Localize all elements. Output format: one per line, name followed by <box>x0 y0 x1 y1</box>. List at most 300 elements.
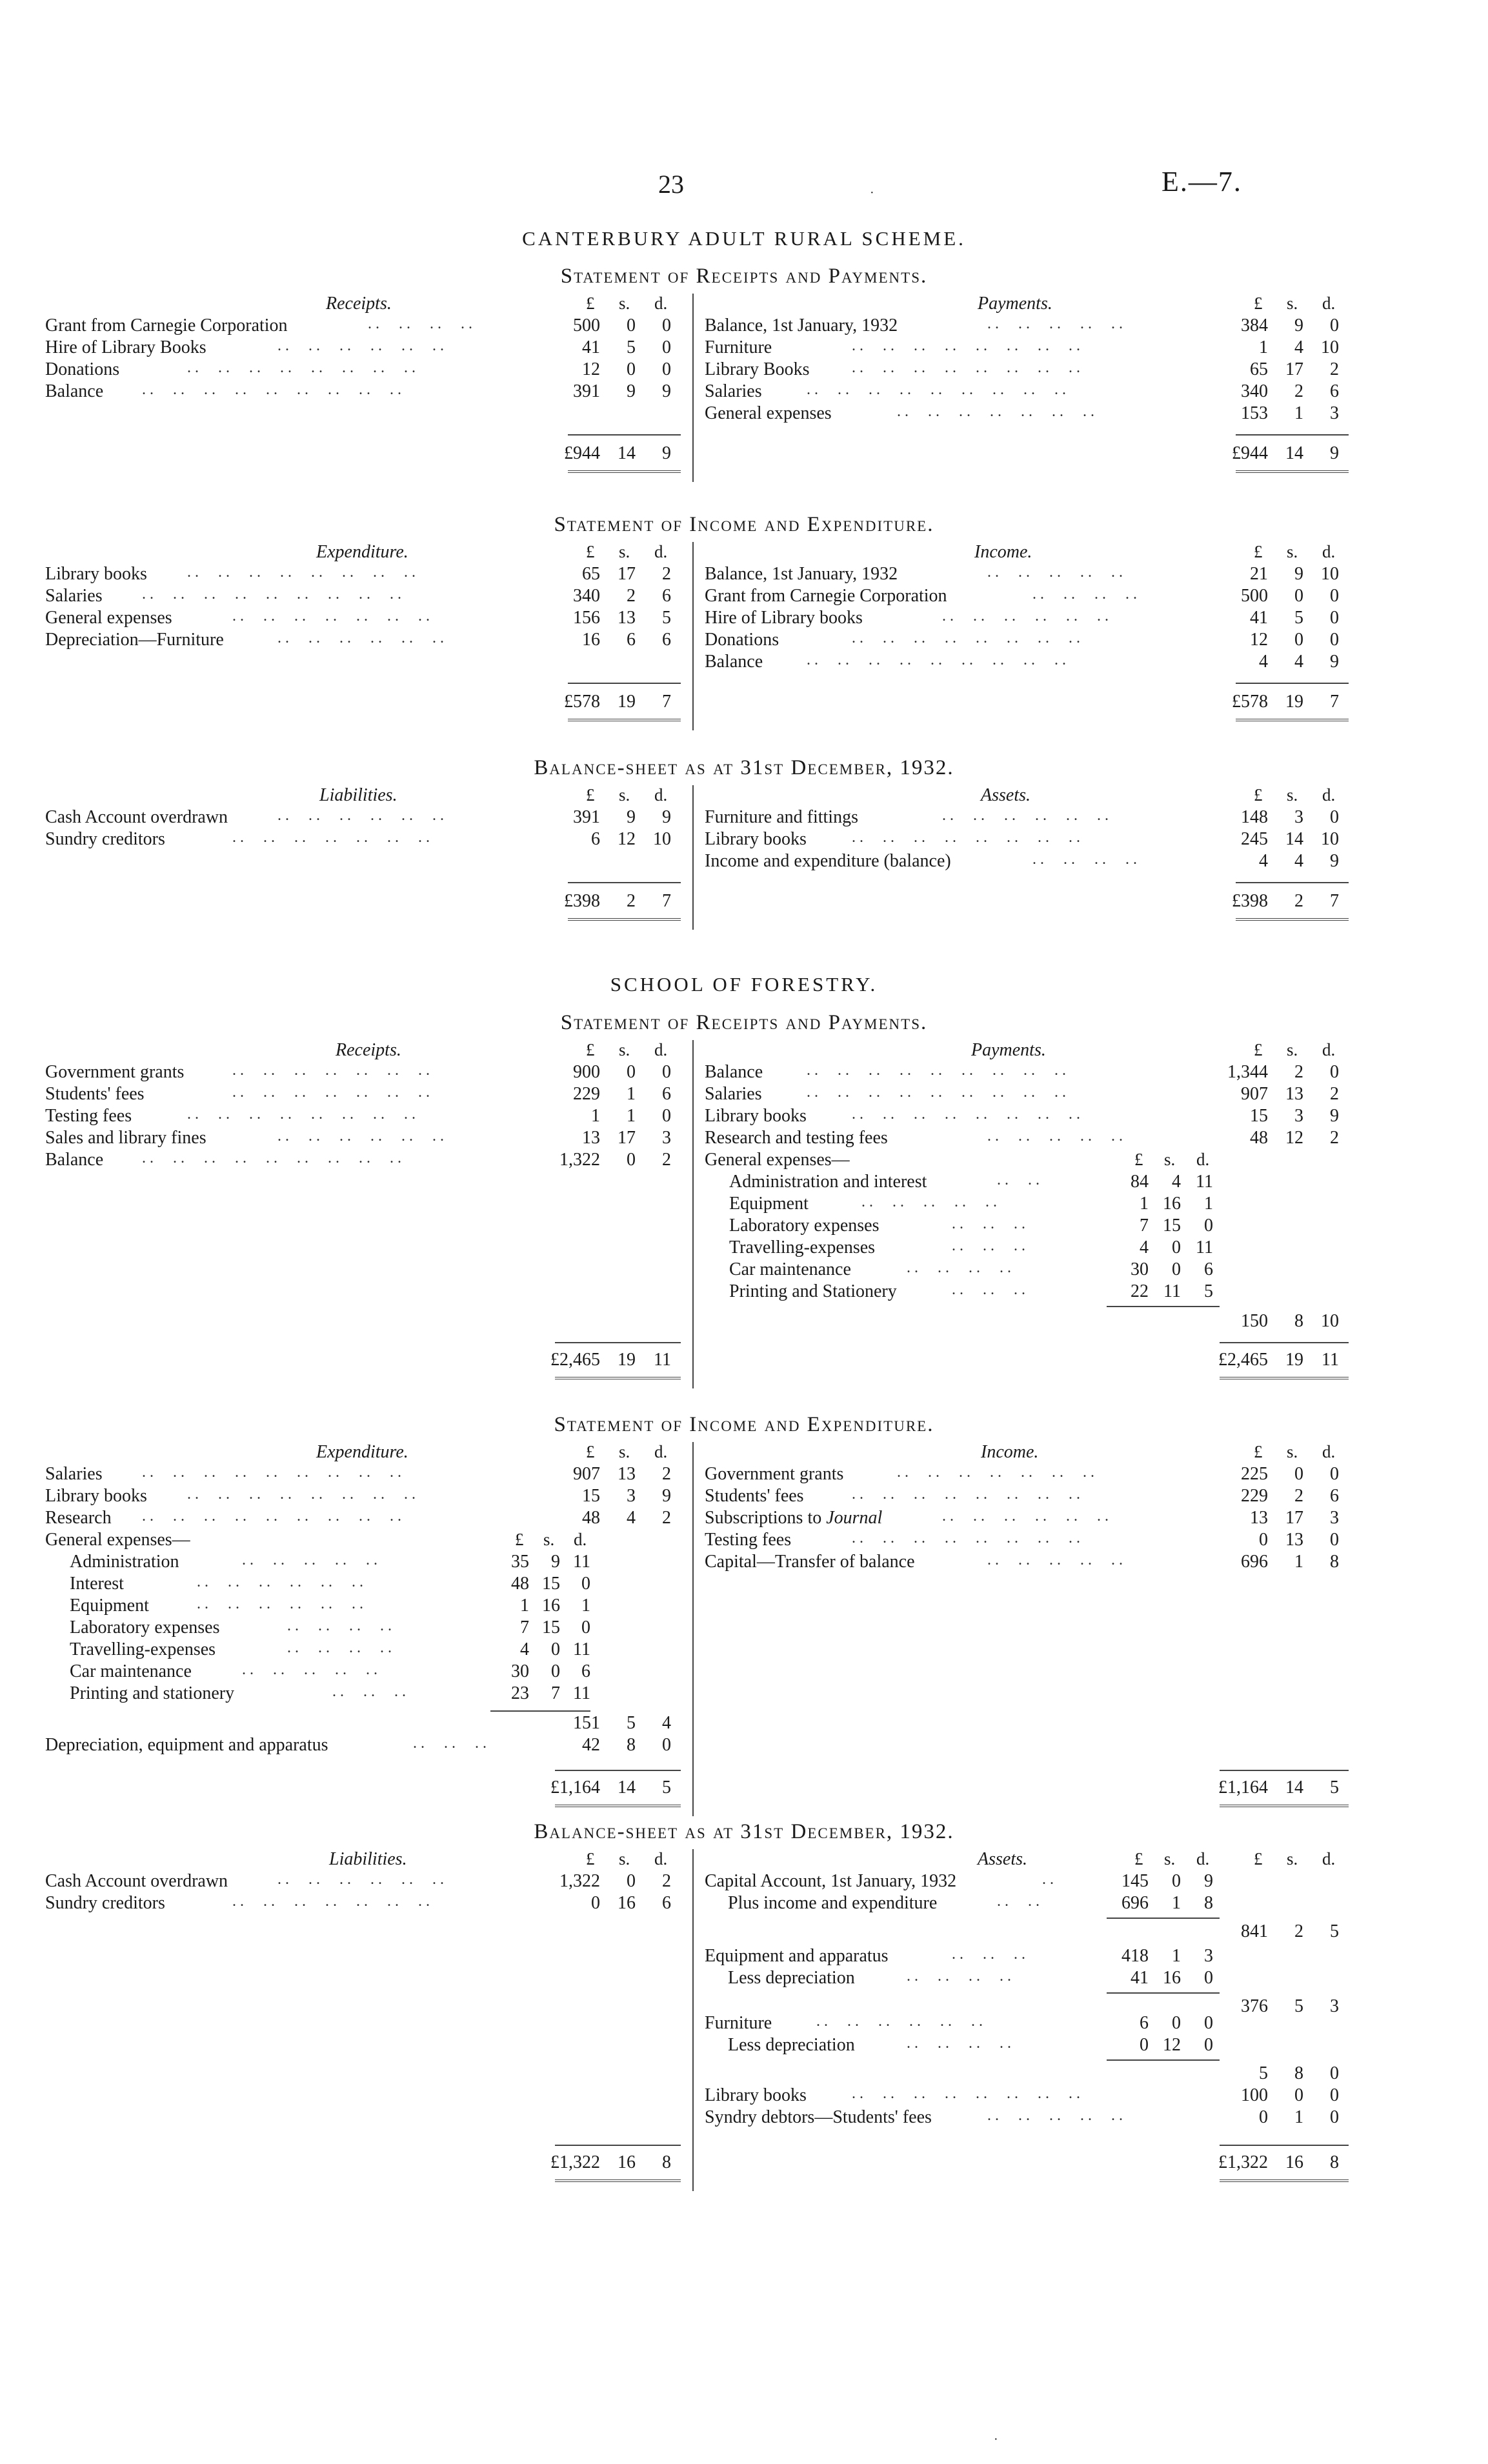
f-rp-left-row-4-pounds: 1,322 <box>559 1150 600 1170</box>
f-rp-left-row-4-pence: 2 <box>662 1150 671 1170</box>
f-ie-left-row-0-pounds: 907 <box>573 1464 600 1484</box>
f-bs-capital-shillings: 0 <box>1172 1871 1181 1891</box>
c-ie-left-row-2-label: General expenses <box>45 608 172 628</box>
f-rp-left-row-1-leader: . . . . . . . . . . . . . . <box>232 1084 430 1101</box>
c-rp-right-currency-pence-sign: d. <box>1322 294 1336 313</box>
f-bs-equipment-pence: 3 <box>1204 1946 1213 1966</box>
c-ie-right-row-1-label: Grant from Carnegie Corporation <box>705 586 947 606</box>
f-ie-right-row-1-shillings: 2 <box>1294 1486 1303 1506</box>
f-bs-debtors-pence: 0 <box>1330 2107 1339 2127</box>
f-rp-sub-row-4-pence: 6 <box>1204 1259 1213 1279</box>
f-ie-right-currency-shilling-sign: s. <box>1287 1442 1298 1461</box>
f-bs-furniture-less-pence: 0 <box>1204 2035 1213 2055</box>
f-rp-left-row-3-leader: . . . . . . . . . . . . <box>277 1128 444 1145</box>
f-rp-sub-total-pence: 10 <box>1321 1311 1339 1331</box>
f-ie-depreciation-shillings: 8 <box>627 1735 636 1755</box>
f-rp-sub-row-5-shillings: 11 <box>1163 1281 1181 1301</box>
c-ie-left-row-3-shillings: 6 <box>627 630 636 650</box>
c-bs-right-header: Assets. <box>981 785 1031 805</box>
f-ie-sub-total-shillings: 5 <box>627 1713 636 1733</box>
c-bs-right-row-2-leader: . . . . . . . . <box>1032 851 1137 868</box>
c-ie-right-currency-shilling-sign: s. <box>1287 542 1298 561</box>
f-bs-capital-pence: 9 <box>1204 1871 1213 1891</box>
f-rp-left-currency-pound-sign: £ <box>586 1040 595 1059</box>
f-ie-left-total-pence: 5 <box>662 1778 671 1798</box>
f-ie-right-row-2-leader: . . . . . . . . . . . . <box>942 1508 1109 1525</box>
f-ie-left-row-2-shillings: 4 <box>627 1508 636 1528</box>
f-rp-sub-row-1-label: Equipment <box>729 1194 809 1214</box>
f-rp-right-double-rule <box>1220 1377 1349 1379</box>
c-ie-right-rule <box>1236 683 1349 684</box>
f-rp-right-currency-shilling-sign: s. <box>1287 1040 1298 1059</box>
f-rp-left-row-2-label: Testing fees <box>45 1106 132 1126</box>
f-rp-sub-row-1-pence: 1 <box>1204 1194 1213 1214</box>
c-bs-right-row-0-pence: 0 <box>1330 807 1339 827</box>
c-rp-left-row-3-shillings: 9 <box>627 381 636 401</box>
f-bs-right-currency-pence-sign: d. <box>1322 1849 1336 1868</box>
f-bs-left-row-1-pounds: 0 <box>591 1893 600 1913</box>
f-ie-right-total-pounds: £1,164 <box>1218 1778 1268 1798</box>
f-rp-sub-row-5-leader: . . . . . . <box>952 1281 1025 1298</box>
f-rp-left-row-0-label: Government grants <box>45 1062 185 1082</box>
page-mark: · <box>870 186 874 200</box>
c-rp-right-row-0-leader: . . . . . . . . . . <box>987 316 1123 332</box>
f-rp-left-row-0-leader: . . . . . . . . . . . . . . <box>232 1062 430 1079</box>
f-rp-left-row-0-pence: 0 <box>662 1062 671 1082</box>
c-bs-right-row-2-pence: 9 <box>1330 851 1339 871</box>
f-rp-right-currency-pound-sign: £ <box>1254 1040 1263 1059</box>
f-rp-right-row-2-pence: 9 <box>1330 1106 1339 1126</box>
f-rp-right-row-0-label: Balance <box>705 1062 763 1082</box>
c-rp-right-currency-shilling-sign: s. <box>1287 294 1298 313</box>
c-bs-right-row-2-pounds: 4 <box>1259 851 1268 871</box>
f-bs-right-total-pounds: £1,322 <box>1218 2152 1268 2172</box>
f-bs-capital-net-pence: 5 <box>1330 1921 1339 1941</box>
f-rp-sub-row-0-shillings: 4 <box>1172 1172 1181 1192</box>
c-bs-left-row-1-label: Sundry creditors <box>45 829 165 849</box>
f-ie-left-currency-pound-sign: £ <box>586 1442 595 1461</box>
c-rp-right-row-0-pounds: 384 <box>1241 316 1268 336</box>
f-ie-sub-row-5-shillings: 0 <box>551 1661 560 1681</box>
c-rp-right-row-1-pence: 10 <box>1321 337 1339 357</box>
c-rp-right-row-2-pounds: 65 <box>1250 359 1268 379</box>
c-ie-right-header: Income. <box>974 542 1032 562</box>
f-rp-sub-row-3-leader: . . . . . . <box>952 1237 1025 1254</box>
c-bs-right-row-1-shillings: 14 <box>1285 829 1303 849</box>
c-rp-left-row-1-pence: 0 <box>662 337 671 357</box>
f-bs-equipment-less-leader: . . . . . . . . <box>907 1968 1011 1985</box>
c-ie-right-row-2-pounds: 41 <box>1250 608 1268 628</box>
f-rp-left-total-pence: 11 <box>654 1350 671 1370</box>
f-ie-right-row-0-pounds: 225 <box>1241 1464 1268 1484</box>
f-ie-sub-row-4-pence: 11 <box>573 1639 590 1659</box>
f-rp-sub-currency-pence-sign: d. <box>1196 1150 1210 1169</box>
c-bs-left-double-rule <box>568 918 681 921</box>
f-bs-left-row-1-leader: . . . . . . . . . . . . . . <box>232 1893 430 1910</box>
f-rp-right-row-1-shillings: 13 <box>1285 1084 1303 1104</box>
c-bs-right-total-pence: 7 <box>1330 891 1339 911</box>
f-rp-right-rule <box>1220 1342 1349 1343</box>
f-ie-left-row-2-pounds: 48 <box>582 1508 600 1528</box>
f-ie-sub-row-3-pounds: 7 <box>520 1618 529 1638</box>
f-rp-sub-row-4-leader: . . . . . . . . <box>907 1259 1011 1276</box>
f-rp-left-row-2-leader: . . . . . . . . . . . . . . . . <box>187 1106 416 1123</box>
f-ie-sub-row-6-label: Printing and stationery <box>70 1683 235 1703</box>
f-rp-left-row-2-pence: 0 <box>662 1106 671 1126</box>
c-ie-right-row-1-shillings: 0 <box>1294 586 1303 606</box>
f-rp-left-row-1-pounds: 229 <box>573 1084 600 1104</box>
c-rp-left-row-3-label: Balance <box>45 381 104 401</box>
f-rp-sub-row-0-leader: . . . . <box>997 1172 1040 1188</box>
c-rp-left-row-0-leader: . . . . . . . . <box>368 316 472 332</box>
c-rp-divider <box>692 294 694 482</box>
f-ie-sub-row-6-pence: 11 <box>573 1683 590 1703</box>
c-rp-left-row-0-pounds: 500 <box>573 316 600 336</box>
f-ie-sub-currency-shilling-sign: s. <box>543 1530 555 1549</box>
f-bs-library-pence: 0 <box>1330 2085 1339 2105</box>
f-rp-sub-row-3-pence: 11 <box>1196 1237 1213 1257</box>
f-ie-right-row-3-pence: 0 <box>1330 1530 1339 1550</box>
c-ie-right-row-1-leader: . . . . . . . . <box>1032 586 1137 603</box>
c-ie-right-row-0-pounds: 21 <box>1250 564 1268 584</box>
c-ie-left-row-3-leader: . . . . . . . . . . . . <box>277 630 444 646</box>
c-bs-left-total-shillings: 2 <box>627 891 636 911</box>
f-rp-right-row-3-pence: 2 <box>1330 1128 1339 1148</box>
c-bs-right-row-1-pence: 10 <box>1321 829 1339 849</box>
f-rp-sub-total-pounds: 150 <box>1241 1311 1268 1331</box>
f-ie-right-row-0-label: Government grants <box>705 1464 844 1484</box>
f-bs-sub-currency-pence-sign: d. <box>1196 1849 1210 1868</box>
c-ie-right-row-4-pence: 9 <box>1330 652 1339 672</box>
c-ie-left-row-2-pence: 5 <box>662 608 671 628</box>
c-ie-left-row-3-pence: 6 <box>662 630 671 650</box>
f-rp-sub-row-4-label: Car maintenance <box>729 1259 851 1279</box>
c-ie-right-row-0-leader: . . . . . . . . . . <box>987 564 1123 581</box>
c-rp-right-row-1-label: Furniture <box>705 337 772 357</box>
c-rp-left-currency-shilling-sign: s. <box>619 294 630 313</box>
f-ie-sub-row-3-pence: 0 <box>581 1618 590 1638</box>
f-rp-left-row-4-leader: . . . . . . . . . . . . . . . . . . <box>142 1150 401 1167</box>
c-ie-left-row-1-pence: 6 <box>662 586 671 606</box>
f-ie-depreciation-pence: 0 <box>662 1735 671 1755</box>
f-ie-sub-row-2-pounds: 1 <box>520 1596 529 1616</box>
f-ie-left-currency-pence-sign: d. <box>654 1442 668 1461</box>
c-ie-left-total-shillings: 19 <box>618 692 636 712</box>
c-bs-right-row-0-pounds: 148 <box>1241 807 1268 827</box>
f-rp-left-row-3-shillings: 17 <box>618 1128 636 1148</box>
f-rp-left-row-0-shillings: 0 <box>627 1062 636 1082</box>
f-bs-plus-income-pounds: 696 <box>1121 1893 1149 1913</box>
f-ie-right-row-4-label: Capital—Transfer of balance <box>705 1552 915 1572</box>
f-bs-left-total-shillings: 16 <box>618 2152 636 2172</box>
c-rp-right-row-2-leader: . . . . . . . . . . . . . . . . <box>852 359 1080 376</box>
f-ie-right-row-2-pounds: 13 <box>1250 1508 1268 1528</box>
c-ie-left-row-1-shillings: 2 <box>627 586 636 606</box>
c-ie-left-row-3-pounds: 16 <box>582 630 600 650</box>
f-ie-sub-row-5-leader: . . . . . . . . . . <box>242 1661 377 1678</box>
c-rp-right-row-4-pounds: 153 <box>1241 403 1268 423</box>
f-ie-left-row-0-shillings: 13 <box>618 1464 636 1484</box>
f-ie-left-row-1-label: Library books <box>45 1486 147 1506</box>
f-ie-sub-row-0-label: Administration <box>70 1552 179 1572</box>
f-rp-left-total-pounds: £2,465 <box>550 1350 600 1370</box>
c-rp-right-total-pounds: £944 <box>1232 443 1268 463</box>
c-ie-right-row-2-shillings: 5 <box>1294 608 1303 628</box>
c-rp-right-rule <box>1236 434 1349 436</box>
f-ie-left-row-1-pounds: 15 <box>582 1486 600 1506</box>
f-ie-sub-row-2-label: Equipment <box>70 1596 149 1616</box>
f-ie-sub-row-1-pence: 0 <box>581 1574 590 1594</box>
f-ie-left-row-1-shillings: 3 <box>627 1486 636 1506</box>
f-ie-sub-row-0-leader: . . . . . . . . . . <box>242 1552 377 1568</box>
f-ie-left-total-pounds: £1,164 <box>550 1778 600 1798</box>
c-bs-left-header: Liabilities. <box>319 785 397 805</box>
f-bs-equipment-less-shillings: 16 <box>1163 1968 1181 1988</box>
f-bs-equipment-less-label: Less depreciation <box>728 1968 855 1988</box>
c-bs-left-row-0-leader: . . . . . . . . . . . . <box>277 807 444 824</box>
f-rp-left-total-shillings: 19 <box>618 1350 636 1370</box>
f-rp-sub-row-2-label: Laboratory expenses <box>729 1216 880 1236</box>
f-rp-left-currency-shilling-sign: s. <box>619 1040 630 1059</box>
f-bs-furniture-pence: 0 <box>1204 2013 1213 2033</box>
c-ie-right-row-2-label: Hire of Library books <box>705 608 863 628</box>
c-bs-left-row-0-label: Cash Account overdrawn <box>45 807 228 827</box>
f-rp-right-row-3-shillings: 12 <box>1285 1128 1303 1148</box>
c-ie-left-row-3-label: Depreciation—Furniture <box>45 630 224 650</box>
f-ie-right-row-4-leader: . . . . . . . . . . <box>987 1552 1123 1568</box>
f-rp-sub-row-2-pounds: 7 <box>1140 1216 1149 1236</box>
f-bs-plus-income-leader: . . . . <box>997 1893 1040 1910</box>
f-bs-left-row-0-shillings: 0 <box>627 1871 636 1891</box>
c-rp-right-row-3-pounds: 340 <box>1241 381 1268 401</box>
c-ie-right-row-4-leader: . . . . . . . . . . . . . . . . . . <box>807 652 1066 668</box>
f-bs-debtors-leader: . . . . . . . . . . <box>987 2107 1123 2124</box>
f-rp-sub-row-5-pounds: 22 <box>1131 1281 1149 1301</box>
f-rp-sub-currency-pound-sign: £ <box>1134 1150 1143 1169</box>
c-bs-right-row-0-leader: . . . . . . . . . . . . <box>942 807 1109 824</box>
c-rp-left-row-3-pounds: 391 <box>573 381 600 401</box>
f-bs-furniture-net-pence: 0 <box>1330 2063 1339 2083</box>
c-bs-left-total-pence: 7 <box>662 891 671 911</box>
c-rp-left-row-3-leader: . . . . . . . . . . . . . . . . . . <box>142 381 401 398</box>
f-bs-equipment-label: Equipment and apparatus <box>705 1946 889 1966</box>
f-ie-right-row-0-shillings: 0 <box>1294 1464 1303 1484</box>
f-bs-plus-income-pence: 8 <box>1204 1893 1213 1913</box>
c-ie-left-rule <box>568 683 681 684</box>
f-bs-equipment-less-pence: 0 <box>1204 1968 1213 1988</box>
f-bs-capital-rule <box>1107 1918 1220 1919</box>
f-bs-capital-leader: . . <box>1042 1871 1054 1888</box>
f-bs-right-rule <box>1220 2145 1349 2146</box>
c-ie-right-row-4-label: Balance <box>705 652 763 672</box>
f-bs-right-double-rule <box>1220 2179 1349 2182</box>
c-rp-right-row-4-shillings: 1 <box>1294 403 1303 423</box>
f-rp-right-total-shillings: 19 <box>1285 1350 1303 1370</box>
c-ie-left-row-2-pounds: 156 <box>573 608 600 628</box>
c-ie-right-currency-pence-sign: d. <box>1322 542 1336 561</box>
c-bs-divider <box>692 785 694 930</box>
c-ie-right-row-1-pence: 0 <box>1330 586 1339 606</box>
f-ie-sub-row-1-label: Interest <box>70 1574 124 1594</box>
c-bs-left-currency-pound-sign: £ <box>586 785 595 805</box>
c-bs-right-row-2-shillings: 4 <box>1294 851 1303 871</box>
f-bs-right-total-pence: 8 <box>1330 2152 1339 2172</box>
c-rp-right-row-2-pence: 2 <box>1330 359 1339 379</box>
f-rp-divider <box>692 1040 694 1388</box>
c-ie-right-row-3-shillings: 0 <box>1294 630 1303 650</box>
c-rp-right-row-4-leader: . . . . . . . . . . . . . . <box>897 403 1094 420</box>
f-ie-sub-row-1-leader: . . . . . . . . . . . . <box>197 1574 363 1590</box>
c-rp-right-total-pence: 9 <box>1330 443 1339 463</box>
f-ie-right-total-shillings: 14 <box>1285 1778 1303 1798</box>
f-ie-right-row-3-leader: . . . . . . . . . . . . . . . . <box>852 1530 1080 1547</box>
f-rp-sub-row-5-label: Printing and Stationery <box>729 1281 897 1301</box>
f-bs-library-label: Library books <box>705 2085 807 2105</box>
f-bs-capital-pounds: 145 <box>1121 1871 1149 1891</box>
f-ie-sub-row-0-pounds: 35 <box>511 1552 529 1572</box>
f-rp-right-currency-pence-sign: d. <box>1322 1040 1336 1059</box>
f-rp-left-currency-pence-sign: d. <box>654 1040 668 1059</box>
f-bs-furniture-less-label: Less depreciation <box>728 2035 855 2055</box>
f-ie-sub-rule <box>490 1710 590 1712</box>
c-rp-left-row-1-pounds: 41 <box>582 337 600 357</box>
f-rp-right-row-3-pounds: 48 <box>1250 1128 1268 1148</box>
c-rp-left-row-2-shillings: 0 <box>627 359 636 379</box>
f-ie-sub-total-pence: 4 <box>662 1713 671 1733</box>
f-ie-sub-row-4-pounds: 4 <box>520 1639 529 1659</box>
f-ie-right-row-1-pounds: 229 <box>1241 1486 1268 1506</box>
f-bs-left-currency-pence-sign: d. <box>654 1849 668 1868</box>
c-rp-left-total-shillings: 14 <box>618 443 636 463</box>
c-bs-right-currency-shilling-sign: s. <box>1287 785 1298 805</box>
f-rp-left-row-2-shillings: 1 <box>627 1106 636 1126</box>
f-ie-left-row-1-pence: 9 <box>662 1486 671 1506</box>
c-rp-right-double-rule <box>1236 470 1349 473</box>
f-rp-sub-row-0-pounds: 84 <box>1131 1172 1149 1192</box>
section-heading-canterbury: CANTERBURY ADULT RURAL SCHEME. <box>522 227 966 250</box>
f-bs-library-shillings: 0 <box>1294 2085 1303 2105</box>
f-bs-left-currency-shilling-sign: s. <box>619 1849 630 1868</box>
c-ie-right-row-4-shillings: 4 <box>1294 652 1303 672</box>
c-rp-right-row-3-pence: 6 <box>1330 381 1339 401</box>
f-bs-furniture-rule <box>1107 2059 1220 2061</box>
f-ie-sub-total-pounds: 151 <box>573 1713 600 1733</box>
f-ie-left-row-2-pence: 2 <box>662 1508 671 1528</box>
c-ie-left-row-0-pence: 2 <box>662 564 671 584</box>
f-rp-sub-row-2-leader: . . . . . . <box>952 1216 1025 1232</box>
c-rp-right-header: Payments. <box>978 294 1052 314</box>
f-ie-right-row-2-label: Subscriptions to Journal <box>705 1508 883 1528</box>
c-ie-left-currency-shilling-sign: s. <box>619 542 630 561</box>
c-bs-right-row-1-leader: . . . . . . . . . . . . . . . . <box>852 829 1080 846</box>
f-ie-right-row-0-pence: 0 <box>1330 1464 1339 1484</box>
f-bs-right-total-shillings: 16 <box>1285 2152 1303 2172</box>
f-ie-general-label: General expenses— <box>45 1530 190 1550</box>
f-ie-sub-row-6-shillings: 7 <box>551 1683 560 1703</box>
c-ie-divider <box>692 542 694 730</box>
c-rp-right-row-1-pounds: 1 <box>1259 337 1268 357</box>
f-ie-left-row-2-label: Research <box>45 1508 112 1528</box>
f-rp-right-row-2-leader: . . . . . . . . . . . . . . . . <box>852 1106 1080 1123</box>
f-rp-left-row-4-label: Balance <box>45 1150 104 1170</box>
f-rp-left-row-1-shillings: 1 <box>627 1084 636 1104</box>
c-ie-right-row-4-pounds: 4 <box>1259 652 1268 672</box>
f-ie-sub-row-2-shillings: 16 <box>542 1596 560 1616</box>
f-bs-equipment-shillings: 1 <box>1172 1946 1181 1966</box>
f-rp-left-double-rule <box>555 1377 681 1379</box>
c-rp-left-row-2-pence: 0 <box>662 359 671 379</box>
c-ie-left-row-1-pounds: 340 <box>573 586 600 606</box>
f-bs-left-row-1-shillings: 16 <box>618 1893 636 1913</box>
canterbury-receipts-payments-title: Statement of Receipts and Payments. <box>560 265 928 288</box>
f-bs-left-row-0-pounds: 1,322 <box>559 1871 600 1891</box>
f-rp-right-row-2-pounds: 15 <box>1250 1106 1268 1126</box>
f-bs-capital-label: Capital Account, 1st January, 1932 <box>705 1871 957 1891</box>
f-ie-depreciation-pounds: 42 <box>582 1735 600 1755</box>
f-ie-right-row-1-pence: 6 <box>1330 1486 1339 1506</box>
c-ie-right-row-0-shillings: 9 <box>1294 564 1303 584</box>
f-bs-right-currency-shilling-sign: s. <box>1287 1849 1298 1868</box>
c-ie-right-total-pounds: £578 <box>1232 692 1268 712</box>
f-rp-sub-row-1-pounds: 1 <box>1140 1194 1149 1214</box>
f-rp-sub-row-3-shillings: 0 <box>1172 1237 1181 1257</box>
f-ie-left-header: Expenditure. <box>316 1442 408 1462</box>
f-rp-sub-total-shillings: 8 <box>1294 1311 1303 1331</box>
f-ie-sub-row-4-leader: . . . . . . . . <box>287 1639 392 1656</box>
c-ie-right-row-0-pence: 10 <box>1321 564 1339 584</box>
f-bs-equipment-pounds: 418 <box>1121 1946 1149 1966</box>
f-bs-right-currency-pound-sign: £ <box>1254 1849 1263 1868</box>
c-bs-left-row-1-pounds: 6 <box>591 829 600 849</box>
f-ie-right-rule <box>1220 1770 1349 1771</box>
f-ie-left-row-0-pence: 2 <box>662 1464 671 1484</box>
c-rp-right-row-0-pence: 0 <box>1330 316 1339 336</box>
c-ie-right-total-pence: 7 <box>1330 692 1339 712</box>
f-rp-right-row-0-shillings: 2 <box>1294 1062 1303 1082</box>
f-rp-sub-row-2-pence: 0 <box>1204 1216 1213 1236</box>
forestry-receipts-payments-title: Statement of Receipts and Payments. <box>560 1011 928 1034</box>
f-ie-right-row-3-pounds: 0 <box>1259 1530 1268 1550</box>
f-rp-right-row-2-shillings: 3 <box>1294 1106 1303 1126</box>
f-ie-left-double-rule <box>555 1805 681 1807</box>
c-bs-right-total-pounds: £398 <box>1232 891 1268 911</box>
c-rp-right-row-4-pence: 3 <box>1330 403 1339 423</box>
f-rp-left-row-3-pounds: 13 <box>582 1128 600 1148</box>
f-rp-sub-row-4-pounds: 30 <box>1131 1259 1149 1279</box>
f-bs-furniture-leader: . . . . . . . . . . . . <box>816 2013 983 2030</box>
c-bs-right-row-1-pounds: 245 <box>1241 829 1268 849</box>
f-bs-capital-net-shillings: 2 <box>1294 1921 1303 1941</box>
c-rp-right-row-1-leader: . . . . . . . . . . . . . . . . <box>852 337 1080 354</box>
c-rp-right-row-3-leader: . . . . . . . . . . . . . . . . . . <box>807 381 1066 398</box>
f-bs-furniture-less-shillings: 12 <box>1163 2035 1181 2055</box>
c-ie-left-header: Expenditure. <box>316 542 408 562</box>
f-bs-left-total-pence: 8 <box>662 2152 671 2172</box>
f-ie-sub-row-1-pounds: 48 <box>511 1574 529 1594</box>
f-ie-right-currency-pence-sign: d. <box>1322 1442 1336 1461</box>
c-bs-right-row-2-label: Income and expenditure (balance) <box>705 851 951 871</box>
f-bs-equipment-net-pence: 3 <box>1330 1996 1339 2016</box>
c-rp-right-row-2-shillings: 17 <box>1285 359 1303 379</box>
c-bs-left-currency-shilling-sign: s. <box>619 785 630 805</box>
f-rp-right-row-0-pence: 0 <box>1330 1062 1339 1082</box>
f-bs-plus-income-label: Plus income and expenditure <box>728 1893 938 1913</box>
c-rp-left-row-1-shillings: 5 <box>627 337 636 357</box>
f-bs-sub-currency-pound-sign: £ <box>1134 1849 1143 1868</box>
f-bs-equipment-net-shillings: 5 <box>1294 1996 1303 2016</box>
f-rp-right-header: Payments. <box>971 1040 1046 1060</box>
c-ie-left-row-0-shillings: 17 <box>618 564 636 584</box>
